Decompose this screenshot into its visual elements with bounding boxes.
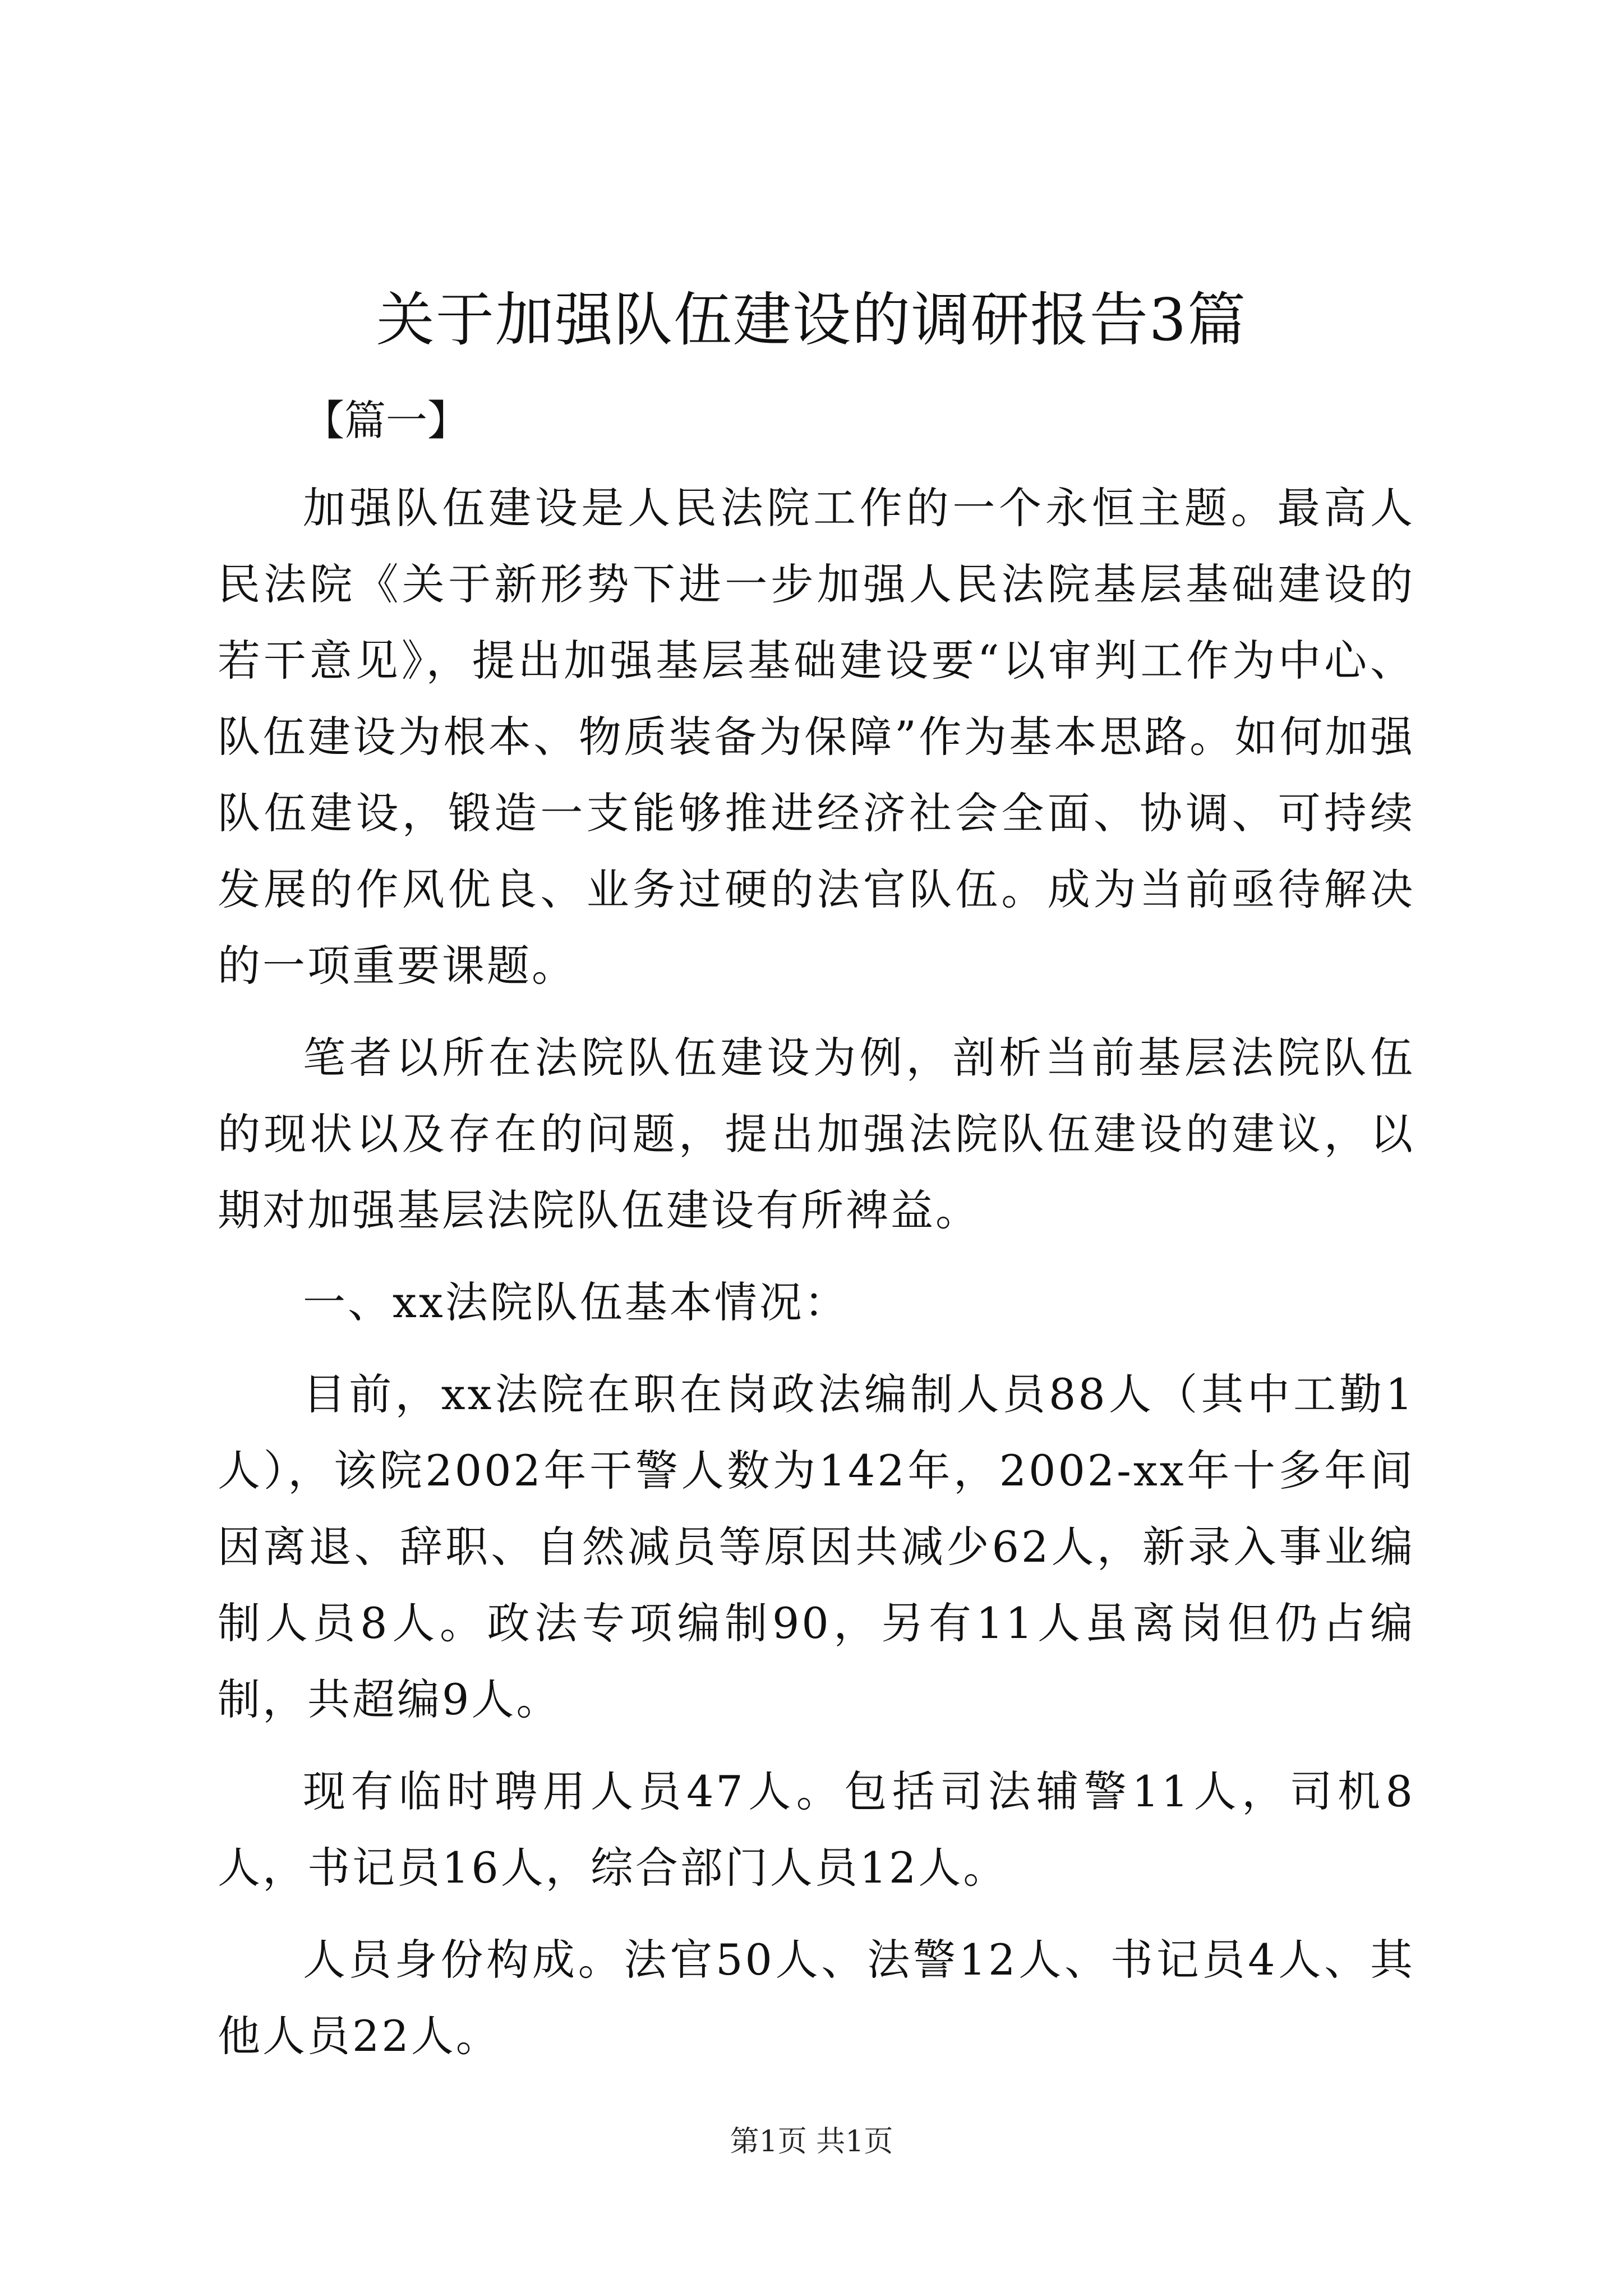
paragraph-2: 笔者以所在法院队伍建设为例，剖析当前基层法院队伍的现状以及存在的问题，提出加强法院队伍建设的建议，以期对加强基层法院队伍建设有所裨益。 (218, 1033, 1415, 1235)
document-body (218, 470, 1415, 2090)
paragraph-5: 现有临时聘用人员47人。包括司法辅警11人，司机8人，书记员16人，综合部门人员12人。 (218, 1766, 1415, 1893)
page-footer: 第1页 共1页 (730, 2125, 893, 2159)
paragraph-6: 人员身份构成。法官50人、法警12人、书记员4人、其他人员22人。 (218, 1935, 1415, 2061)
document-title: 关于加强队伍建设的调研报告3篇 (376, 286, 1247, 354)
paragraph-4: 目前，xx法院在职在岗政法编制人员88人（其中工勤1人），该院2002年干警人数为142年，2002-xx年十多年间因离退、辞职、自然减员等原因共减少62人，新录入事业编制人员8人。政法专项编制90，另有11人虽离岗但仍占编制，共超编9人。 (218, 1369, 1415, 1724)
paragraph-1: 加强队伍建设是人民法院工作的一个永恒主题。最高人民法院《关于新形势下进一步加强人民法院基层基础建设的若干意见》，提出加强基层基础建设要“以审判工作为中心、队伍建设为根本、物质装备为保障”作为基本思路。如何加强队伍建设，锻造一支能够推进经济社会全面、协调、可持续发展的作风优良、业务过硬的法官队伍。成为当前亟待解决的一项重要课题。 (218, 483, 1415, 991)
paragraph-3: 一、xx法院队伍基本情况： (303, 1277, 849, 1327)
section-heading: 【篇一】 (303, 397, 469, 445)
